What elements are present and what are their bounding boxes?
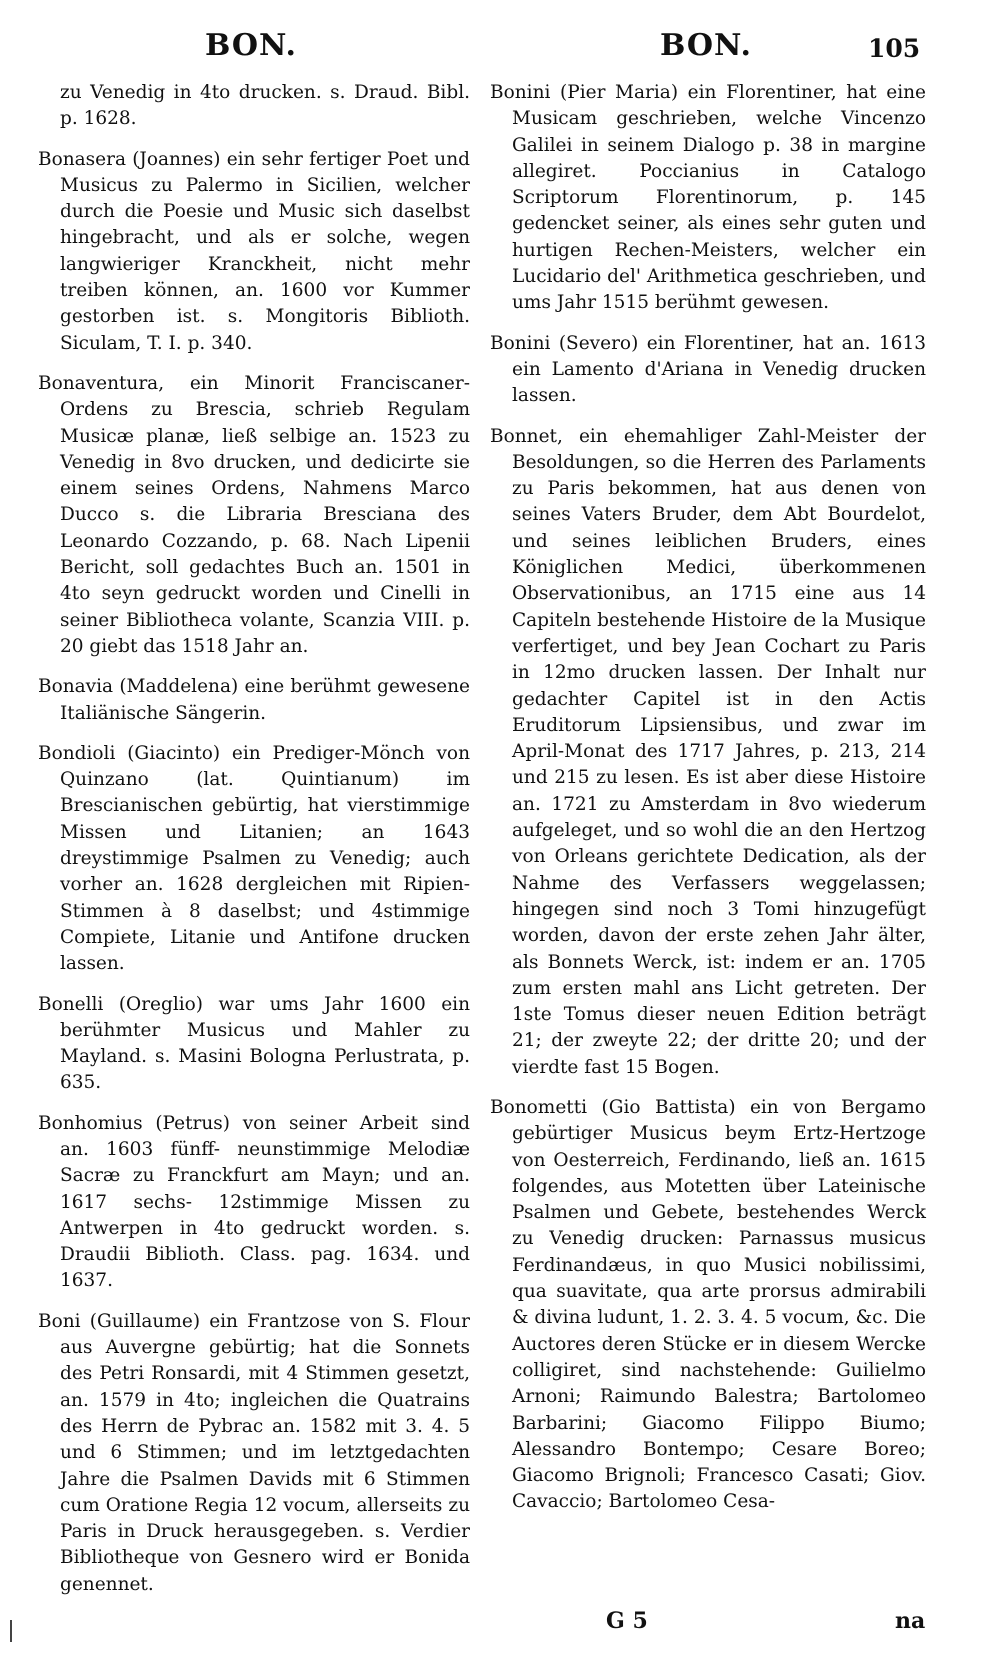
- entry-text: (Petrus) von seiner Arbeit sind an. 1603 fünff- neunstimmige Melodiæ Sacræ zu Franckfurt am Mayn; und an. 1617 sechs- 12stimmige Missen zu Antwerpen in 4to gedruckt worden. s. Draudii Biblioth. Class. pag. 1634. und 1637.: [60, 1112, 470, 1292]
- entry-text: zu Venedig in 4to drucken. s. Draud. Bibl. p. 1628.: [60, 82, 470, 130]
- dictionary-entry: [38, 1111, 470, 1295]
- entry-headword: Bonaventura,: [38, 372, 165, 394]
- entry-headword: Boni: [38, 1310, 81, 1332]
- entry-headword: Bonavia: [38, 676, 114, 698]
- entry-headword: Bonometti: [490, 1096, 588, 1118]
- signature-mark: G 5: [606, 1608, 648, 1634]
- entry-text: (Pier Maria) ein Florentiner, hat eine Musicam geschrieben, welche Vincenzo Galilei in seinem Dialogo p. 38 in margine allegiret. Poccianius in Catalogo Scriptorum Florentinorum, p. 145 gedencket seiner, als eines sehr guten und hurtigen Rechen-Meisters, welcher ein Lucidario del' Arithmetica geschrieben, und ums Jahr 1515 berühmt gewesen.: [512, 82, 926, 314]
- entry-text: ein ehemahliger Zahl-Meister der Besoldungen, so die Herren des Parlaments zu Paris bekommen, hat aus denen von seines Vaters Bruder, dem Abt Bourdelot, und seines leiblichen Bruders, eines Königlichen Medici, überkommenen Observationibus, an 1715 eine aus 14 Capiteln bestehende Histoire de la Musique verfertiget, und bey Jean Cochart zu Paris in 12mo drucken lassen. Der Inhalt nur gedachter Capitel ist in den Actis Eruditorum Lipsiensibus, und zwar im April-Monat des 1717 Jahres, p. 213, 214 und 215 zu lesen. Es ist aber diese Histoire an. 1721 zu Amsterdam in 8vo wiederum aufgeleget, und so wohl die an den Hertzog von Orleans gerichtete Dedication, als der Nahme des Verfassers weggelassen; hingegen sind noch 3 Tomi hinzugefügt worden, davon der erste zehen Jahr älter, als Bonnets Werck, ist: indem er an. 1705 zum ersten mahl ans Licht getreten. Der 1ste Tomus dieser neuen Edition beträgt 21; der zweyte 22; der dritte 20; und der vierdte fast 15 Bogen.: [512, 425, 926, 1078]
- dictionary-entry: [490, 424, 926, 1081]
- page-footer: [0, 1608, 1000, 1638]
- dictionary-entry: [38, 741, 470, 978]
- dictionary-entry: [38, 1309, 470, 1598]
- left-column: [38, 80, 470, 1612]
- catchword: na: [895, 1608, 926, 1634]
- dictionary-entry: [38, 371, 470, 660]
- entry-headword: Bondioli: [38, 742, 116, 764]
- entry-headword: Bonini: [490, 82, 551, 103]
- page-number: 105: [868, 34, 921, 63]
- entry-text: (Oreglio) war ums Jahr 1600 ein berühmter Musicus und Mahler zu Mayland. s. Masini Bologna Perlustrata, p. 635.: [60, 993, 470, 1094]
- entry-headword: Bonnet,: [490, 425, 563, 447]
- dictionary-entry: [38, 992, 470, 1097]
- right-column: [490, 80, 926, 1530]
- dictionary-entry: [490, 80, 926, 317]
- dictionary-entry: [38, 80, 470, 133]
- entry-text: (Giacinto) ein Prediger-Mönch von Quinzano (lat. Quintianum) im Brescianischen gebürtig, hat vierstimmige Missen und Litanien; an 1643 dreystimmige Psalmen zu Venedig; auch vorher an. 1628 dergleichen mit Ripien-Stimmen à 8 daselbst; und 4stimmige Compiete, Litanie und Antifone drucken lassen.: [60, 742, 470, 975]
- running-head-left: BON.: [205, 28, 297, 63]
- entry-text: (Maddelena) eine berühmt gewesene Italiänische Sängerin.: [60, 676, 470, 724]
- margin-mark: [10, 1620, 12, 1642]
- entry-headword: Bonelli: [38, 993, 104, 1015]
- entry-text: (Severo) ein Florentiner, hat an. 1613 ein Lamento d'Ariana in Venedig drucken lassen.: [512, 332, 926, 407]
- entry-text: (Joannes) ein sehr fertiger Poet und Musicus zu Palermo in Sicilien, welcher durch die Poesie und Music sich daselbst hingebracht, und als er solche, wegen langwieriger Kranckheit, nicht mehr treiben können, an. 1600 vor Kummer gestorben ist. s. Mongitoris Biblioth. Siculam, T. I. p. 340.: [60, 148, 470, 354]
- dictionary-entry: [490, 1095, 926, 1516]
- dictionary-entry: [490, 331, 926, 410]
- entry-headword: Bonasera: [38, 148, 126, 170]
- entry-text: (Guillaume) ein Frantzose von S. Flour aus Auvergne gebürtig; hat die Sonnets des Petri Ronsardi, mit 4 Stimmen gesetzt, an. 1579 in 4to; ingleichen die Quatrains des Herrn de Pybrac an. 1582 mit 3. 4. 5 und 6 Stimmen; und im letztgedachten Jahre die Psalmen Davids mit 6 Stimmen cum Oratione Regia 12 vocum, allerseits zu Paris in Druck herausgegeben. s. Verdier Bibliotheque von Gesnero wird er Bonida genennet.: [60, 1310, 470, 1595]
- dictionary-entry: [38, 674, 470, 727]
- entry-headword: Bonhomius: [38, 1112, 143, 1134]
- dictionary-entry: [38, 147, 470, 357]
- page-header: [0, 28, 1000, 68]
- entry-text: ein Minorit Franciscaner-Ordens zu Brescia, schrieb Regulam Musicæ planæ, ließ selbige an. 1523 zu Venedig in 8vo drucken, und dedicirte sie einem seines Ordens, Nahmens Marco Ducco s. die Libraria Bresciana des Leonardo Cozzando, p. 68. Nach Lipenii Bericht, soll gedachtes Buch an. 1501 in 4to seyn gedruckt worden und Cinelli in seiner Bibliotheca volante, Scanzia VIII. p. 20 giebt das 1518 Jahr an.: [60, 372, 470, 657]
- entry-headword: Bonini: [490, 332, 551, 354]
- running-head-right: BON.: [660, 28, 752, 63]
- entry-text: (Gio Battista) ein von Bergamo gebürtiger Musicus beym Ertz-Hertzoge von Oesterreich, Ferdinando, ließ an. 1615 folgendes, aus Motetten über Lateinische Psalmen und Gebete, bestehendes Werck zu Venedig drucken: Parnassus musicus Ferdinandæus, in quo Musici nobilissimi, qua suavitate, qua arte prorsus admirabili & divina ludunt, 1. 2. 3. 4. 5 vocum, &c. Die Auctores deren Stücke er in diesem Wercke colligiret, sind nachstehende: Guilielmo Arnoni; Raimundo Balestra; Bartolomeo Barbarini; Giacomo Filippo Biumo; Alessandro Bontempo; Cesare Boreo; Giacomo Brignoli; Francesco Casati; Giov. Cavaccio; Bartolomeo Cesa-: [512, 1096, 926, 1513]
